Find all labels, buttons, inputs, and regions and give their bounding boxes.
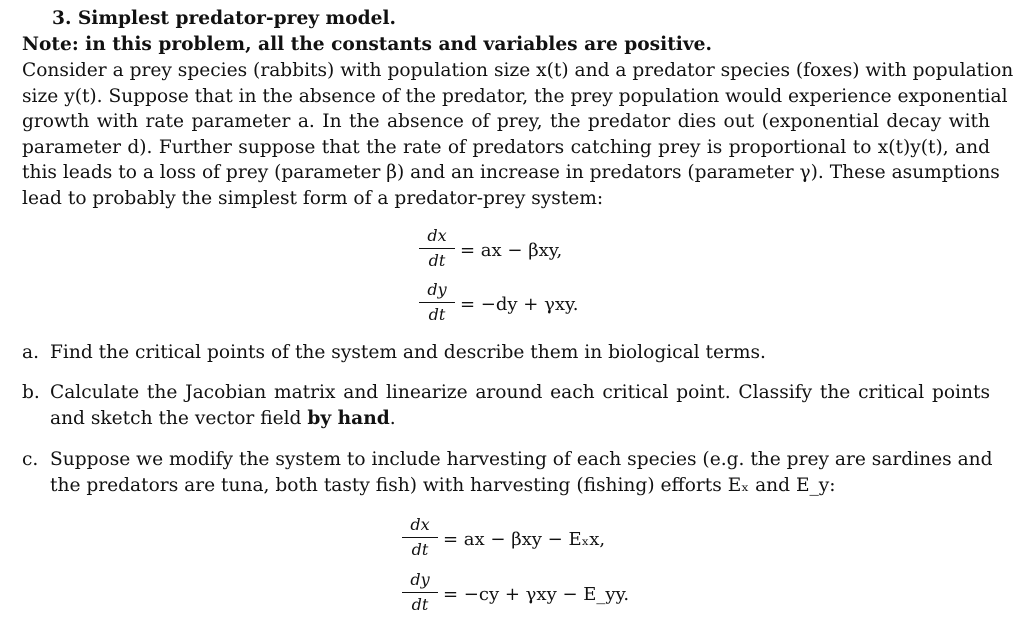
part-text: Calculate the Jacobian matrix and linearize around each critical point. Classify the critical points (50, 382, 990, 403)
part-label: b. (22, 382, 40, 403)
equation-rhs: = −dy + γxy. (460, 294, 579, 315)
intro-line: parameter d). Further suppose that the rate of predators catching prey is proportional to x(t)y(t), and (22, 136, 990, 158)
part-text-line2: and sketch the vector field by hand. (50, 407, 396, 429)
part-b (22, 380, 990, 431)
equation-rhs: = ax − βxy, (460, 240, 563, 261)
derivative-dx-dt: dx dt (419, 225, 455, 272)
intro-line: Consider a prey species (rabbits) with population size x(t) and a predator species (foxes) with population (22, 60, 1014, 81)
part-a (22, 340, 990, 366)
derivative-dy-dt: dy dt (419, 279, 455, 326)
part-text: the predators are tuna, both tasty fish) with harvesting (fishing) efforts Eₓ and E_y: (50, 474, 836, 496)
derivative-dx-dt: dx dt (402, 514, 438, 561)
part-label: a. (22, 342, 39, 363)
intro-line: growth with rate parameter a. In the absence of prey, the predator dies out (exponential decay with (22, 111, 990, 133)
intro-line: this leads to a loss of prey (parameter β) and an increase in predators (parameter γ). These asumptions (22, 162, 1000, 184)
equation-rhs: = −cy + γxy − E_yy. (443, 584, 630, 605)
intro-line: lead to probably the simplest form of a predator-prey system: (22, 187, 604, 209)
intro-line: size y(t). Suppose that in the absence of the predator, the prey population would experience exponential (22, 85, 1008, 107)
problem-page (22, 4, 1014, 212)
derivative-dy-dt: dy dt (402, 569, 438, 616)
part-label: c. (22, 449, 39, 470)
part-text: Find the critical points of the system and describe them in biological terms. (50, 342, 766, 363)
part-text: Suppose we modify the system to include harvesting of each species (e.g. the prey are sardines and (50, 449, 993, 470)
problem-note: Note: in this problem, all the constants and variables are positive. (22, 34, 712, 55)
part-c (22, 447, 993, 498)
emphasis-by-hand: by hand (307, 407, 390, 429)
problem-title: 3. Simplest predator-prey model. (52, 8, 397, 29)
equation-rhs: = ax − βxy − Eₓx, (443, 529, 606, 550)
